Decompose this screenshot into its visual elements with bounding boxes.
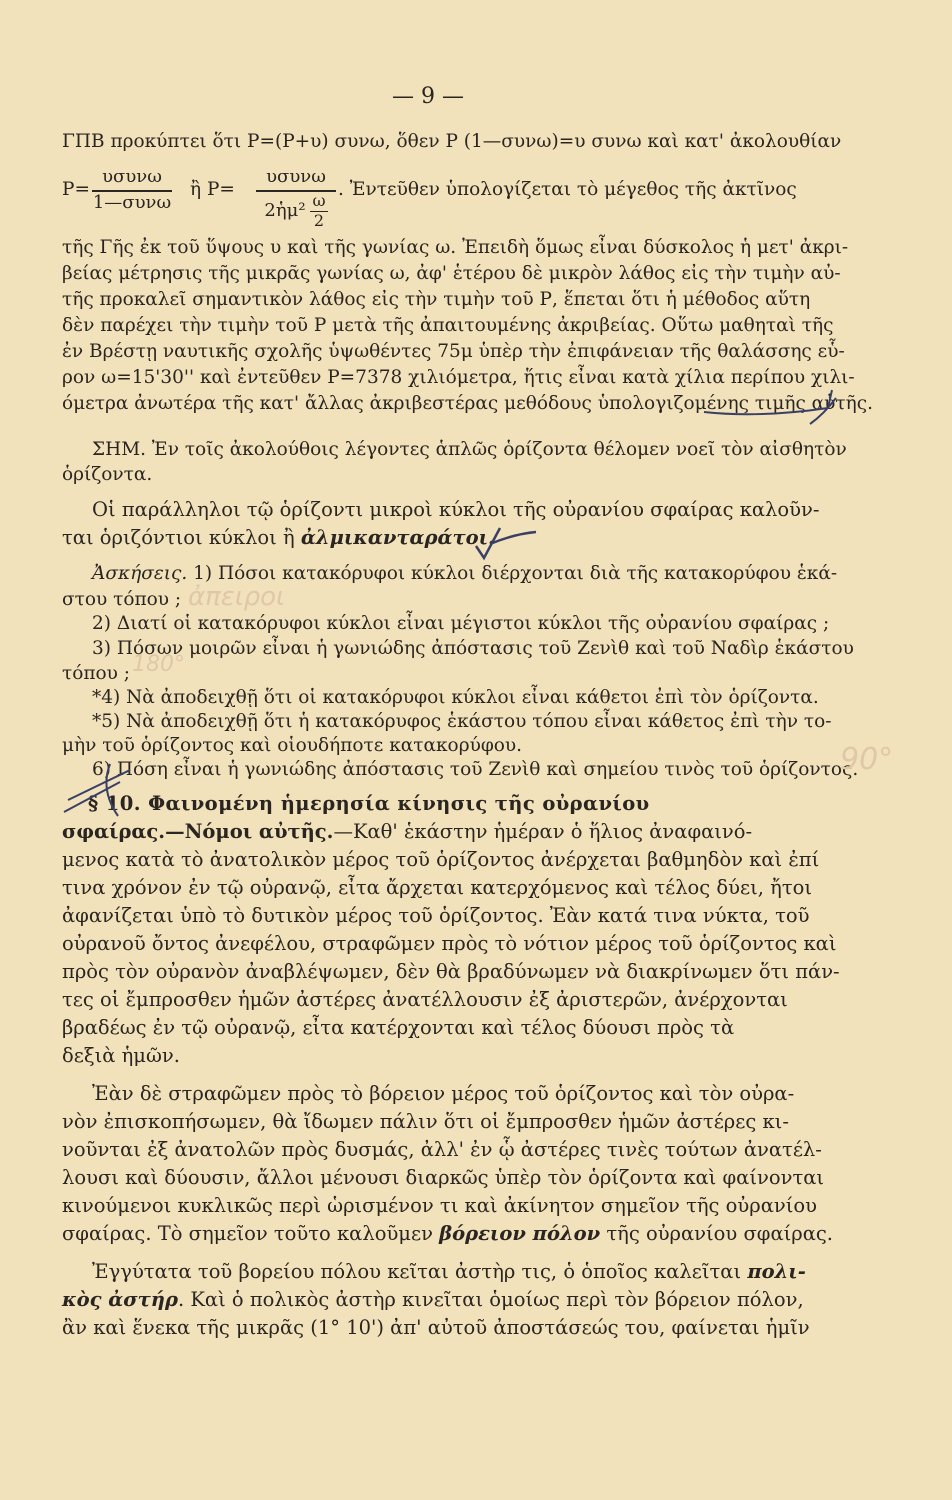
exercise-5: *5) Νὰ ἀποδειχθῇ ὅτι ἡ κατακόρυφος ἑκάστου τόπου εἶναι κάθετος ἐπὶ τὴν το-: [92, 711, 832, 732]
section-first-line: [62, 820, 752, 844]
exercise-6: 6) Πόση εἶναι ἡ γωνιώδης ἀπόστασις τοῦ Ζενὶθ καὶ σημείου τινὸς τοῦ ὁρίζοντος.: [92, 759, 859, 780]
pen-check-mark: [470, 524, 540, 564]
para1-line: ρον ω=15'30'' καὶ ἐντεῦθεν Ρ=7378 χιλιόμετρα, ἥτις εἶναι κατὰ χίλια περίπου χιλι-: [62, 367, 855, 388]
para1-line: όμετρα ἀνωτέρα τῆς κατ' ἄλλας ἀκριβεστέρας μεθόδους ὑπολογιζομένης τιμῆς αὐτῆς.: [62, 393, 873, 414]
section-body-start: —Καθ' ἑκάστην ἡμέραν ὁ ἥλιος ἀναφαινό-: [333, 820, 753, 843]
para3-text-2: . Καὶ ὁ πολικὸς ἀστὴρ κινεῖται ὁμοίως περὶ τὸν βόρειον πόλον,: [177, 1288, 804, 1311]
section-line: ἀφανίζεται ὑπὸ τὸ δυτικὸν μέρος τοῦ ὁρίζοντος. Ἐὰν κατά τινα νύκτα, τοῦ: [62, 904, 810, 927]
formula-or-p: ἢ Ρ=: [190, 179, 235, 200]
exercise-3: 3) Πόσων μοιρῶν εἶναι ἡ γωνιώδης ἀπόστασις τοῦ Ζενὶθ καὶ τοῦ Ναδὶρ ἑκάστου: [92, 638, 854, 659]
section-line: τινα χρόνον ἐν τῷ οὐρανῷ, εἶτα ἄρχεται κατερχόμενος καὶ τέλος δύει, ἤτοι: [62, 876, 813, 899]
section-heading: § 10. Φαινομένη ἡμερησία κίνησις τῆς οὐρανίου: [88, 792, 650, 815]
section-heading-continued: σφαίρας.—Νόμοι αὐτῆς.: [62, 820, 334, 843]
exercise-5-continued: μὴν τοῦ ὁρίζοντος καὶ οἱουδήποτε κατακορύφου.: [62, 735, 523, 756]
fraction-1-denominator: 1—συνω: [92, 192, 172, 213]
para2-last-end: τῆς οὐρανίου σφαίρας.: [600, 1222, 834, 1245]
section-line: πρὸς τὸν οὐρανὸν ἀναβλέψωμεν, δὲν θὰ βραδύνωμεν νὰ διακρίνωμεν ὅτι πάν-: [62, 960, 840, 983]
section-para2-line: κινούμενοι κυκλικῶς περὶ ὡρισμένον τι καὶ ἀκίνητον σημεῖον τῆς οὐρανίου: [62, 1194, 817, 1217]
exercise-2: 2) Διατί οἱ κατακόρυφοι κύκλοι εἶναι μέγιστοι κύκλοι τῆς οὐρανίου σφαίρας ;: [92, 613, 830, 634]
page-number: — 9 —: [392, 84, 464, 109]
definition-line-2: [62, 526, 495, 550]
para3-text: Ἐγγύτατα τοῦ βορείου πόλου κεῖται ἀστὴρ τις, ὁ ὁποῖος καλεῖται: [92, 1260, 748, 1283]
fraction-2-half-denominator: 2: [313, 211, 325, 230]
exercise-1-continued: στου τόπου ;: [62, 589, 182, 610]
para1-line: ἐν Βρέστῃ ναυτικῆς σχολῆς ὑψωθέντες 75μ ὑπὲρ τὴν ἐπιφάνειαν τῆς θαλάσσης εὗ-: [62, 341, 845, 362]
definition-line: Οἱ παράλληλοι τῷ ὁρίζοντι μικροὶ κύκλοι τῆς οὐρανίου σφαίρας καλοῦν-: [92, 498, 820, 521]
exercise-3-continued: τόπου ;: [62, 663, 131, 684]
note-line: ὁρίζοντα.: [62, 464, 153, 485]
note-line: ΣΗΜ. Ἐν τοῖς ἀκολούθοις λέγοντες ἁπλῶς ὁρίζοντα θέλομεν νοεῖ τὸν αἰσθητὸν: [92, 439, 847, 460]
definition-text: ται ὁριζόντιοι κύκλοι ἢ: [62, 526, 301, 549]
exercise-4: *4) Νὰ ἀποδειχθῇ ὅτι οἱ κατακόρυφοι κύκλοι εἶναι κάθετοι ἐπὶ τὸν ὁρίζοντα.: [92, 687, 819, 708]
fraction-2-denominator-a: 2ἡμ²: [264, 200, 306, 221]
fraction-1-numerator: υσυνω: [102, 166, 162, 187]
fraction-2-half-numerator: ω: [312, 191, 326, 210]
para1-line: δὲν παρέχει τὴν τιμὴν τοῦ Ρ μετὰ τῆς ἀπαιτουμένης ἀκριβείας. Οὕτω μαθηταὶ τῆς: [62, 315, 834, 336]
exercises-label: Ἀσκήσεις.: [92, 563, 188, 584]
section-para3-line-2: [62, 1288, 804, 1312]
handwritten-note: 180°: [132, 652, 185, 677]
section-line: μενος κατὰ τὸ ἀνατολικὸν μέρος τοῦ ὁρίζοντος ἀνέρχεται βαθμηδὸν καὶ ἐπί: [62, 848, 820, 871]
para1-line: τῆς προκαλεῖ σημαντικὸν λάθος εἰς τὴν τιμὴν τοῦ Ρ, ἕπεται ὅτι ἡ μέθοδος αὕτη: [62, 289, 811, 310]
handwritten-note: ἀπειροι: [188, 582, 285, 612]
section-para2-line: λουσι καὶ δύουσιν, ἄλλοι μένουσι διαρκῶς ὑπὲρ τὸν ὁρίζοντα καὶ φαίνονται: [62, 1166, 825, 1189]
pen-section-mark: [60, 760, 150, 820]
section-para2-line: νοῦνται ἐξ ἀνατολῶν πρὸς δυσμάς, ἀλλ' ἐν ᾧ ἀστέρες τινὲς τούτων ἀνατέλ-: [62, 1138, 822, 1161]
polaris-term-a: πολι-: [747, 1260, 806, 1283]
section-para2-line: Ἐὰν δὲ στραφῶμεν πρὸς τὸ βόρειον μέρος τοῦ ὁρίζοντος καὶ τὸν οὐρα-: [92, 1082, 795, 1105]
section-line: οὐρανοῦ ὄντος ἀνεφέλου, στραφῶμεν πρὸς τὸ νότιον μέρος τοῦ ὁρίζοντος καὶ: [62, 932, 837, 955]
para1-line: τῆς Γῆς ἐκ τοῦ ὕψους υ καὶ τῆς γωνίας ω. Ἐπειδὴ ὅμως εἶναι δύσκολος ἡ μετ' ἀκρι-: [62, 237, 849, 258]
north-pole-term: βόρειον πόλον: [439, 1222, 601, 1245]
exercise-1-text: 1) Πόσοι κατακόρυφοι κύκλοι διέρχονται διὰ τῆς κατακορύφου ἑκά-: [187, 563, 838, 584]
para2-last-text: σφαίρας. Τὸ σημεῖον τοῦτο καλοῦμεν: [62, 1222, 440, 1245]
section-para2-line: νὸν ἐπισκοπήσωμεν, θὰ ἴδωμεν πάλιν ὅτι οἱ ἔμπροσθεν ἡμῶν ἀστέρες κι-: [62, 1110, 789, 1133]
formula-p-eq: Ρ=: [62, 179, 90, 200]
section-para3-line-3: ἂν καὶ ἕνεκα τῆς μικρᾶς (1° 10') ἀπ' αὐτοῦ ἀποστάσεώς του, φαίνεται ἡμῖν: [62, 1316, 810, 1339]
polaris-term-b: κὸς ἀστήρ: [62, 1288, 178, 1311]
handwritten-note: 90°: [840, 742, 894, 777]
almucantar-term: ἀλμικανταράτοι.: [300, 526, 495, 549]
section-para2-last-line: [62, 1222, 833, 1246]
formula-continuation: . Ἐντεῦθεν ὑπολογίζεται τὸ μέγεθος τῆς ἀκτῖνος: [338, 179, 797, 200]
fraction-2-numerator: υσυνω: [266, 166, 326, 187]
section-line: δεξιὰ ἡμῶν.: [62, 1044, 180, 1067]
para1-line: βείας μέτρησις τῆς μικρᾶς γωνίας ω, ἀφ' ἑτέρου δὲ μικρὸν λάθος εἰς τὴν τιμὴν αὐ-: [62, 263, 841, 284]
section-line: τες οἱ ἔμπροσθεν ἡμῶν ἀστέρες ἀνατέλλουσιν ἐξ ἀριστερῶν, ἀνέρχονται: [62, 988, 788, 1011]
section-line: βραδέως ἐν τῷ οὐρανῷ, εἶτα κατέρχονται καὶ τέλος δύουσι πρὸς τὰ: [62, 1016, 735, 1039]
section-para3-line-1: [92, 1260, 806, 1284]
formula-intro-line: ΓΠΒ προκύπτει ὅτι Ρ=(Ρ+υ) συνω, ὅθεν Ρ (1—συνω)=υ συνω καὶ κατ' ἀκολουθίαν: [62, 131, 842, 152]
pen-underline-mark: [700, 384, 840, 428]
